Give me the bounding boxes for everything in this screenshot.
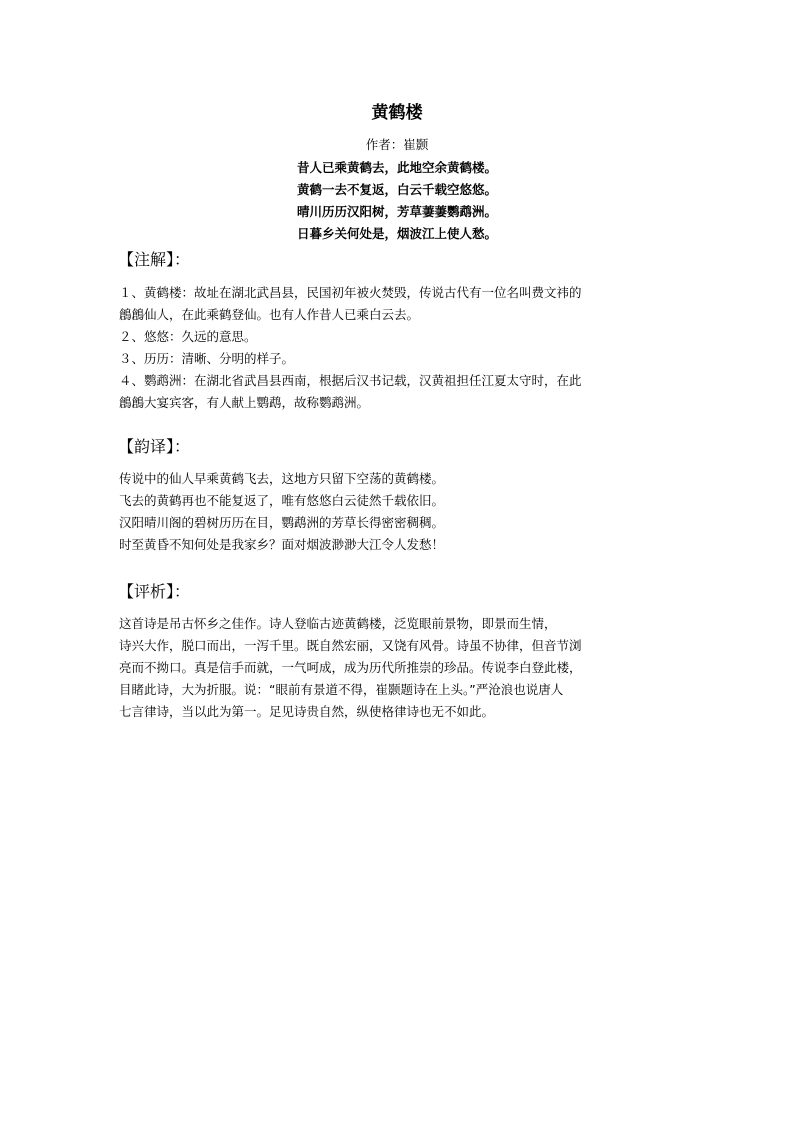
poem-title: 黄鹤楼 <box>371 103 423 123</box>
note-line: 鶬鶬仙人，在此乘鹤登仙。也有人作昔人已乘白云去。 <box>119 307 420 322</box>
analysis-line: 诗兴大作，脱口而出，一泻千里。既自然宏丽，又饶有风骨。诗虽不协律，但音节浏 <box>119 638 582 653</box>
poem-line: 日暮乡关何处是，烟波江上使人愁。 <box>296 226 497 241</box>
poem-line: 昔人已乘黄鹤去，此地空余黄鹤楼。 <box>296 160 497 175</box>
analysis-section <box>119 613 659 723</box>
notes-heading: 【注解】： <box>118 250 191 269</box>
analysis-line: 目睹此诗，大为折服。说：“眼前有景道不得，崔颢题诗在上头。”严沧浪也说唐人 <box>119 682 564 697</box>
note-line: ４、鹦鹉洲：在湖北省武昌县西南，根据后汉书记载，汉黄祖担任江夏太守时，在此 <box>119 373 582 388</box>
note-line: ２、悠悠：久远的意思。 <box>119 329 257 344</box>
analysis-line: 这首诗是吊古怀乡之佳作。诗人登临古迹黄鹤楼，泛览眼前景物，即景而生情， <box>119 616 557 631</box>
poem-line: 晴川历历汉阳树，芳草萋萋鹦鹉洲。 <box>296 204 497 219</box>
translation-section <box>119 468 659 556</box>
translation-line: 飞去的黄鹤再也不能复返了，唯有悠悠白云徒然千载依旧。 <box>119 493 445 508</box>
poem-line: 黄鹤一去不复返，白云千载空悠悠。 <box>296 182 497 197</box>
translation-line: 时至黄昏不知何处是我家乡？面对烟波渺渺大江令人发愁！ <box>119 537 445 552</box>
translation-heading: 【韵译】： <box>118 437 191 456</box>
note-line: １、黄鹤楼：故址在湖北武昌县，民国初年被火焚毁，传说古代有一位名叫费文祎的 <box>119 285 582 300</box>
analysis-line: 亮而不拗口。真是信手而就，一气呵成，成为历代所推崇的珍品。传说李白登此楼， <box>119 660 582 675</box>
note-line: 鶬鶬大宴宾客，有人献上鹦鹉，故称鹦鹉洲。 <box>119 395 370 410</box>
analysis-line: 七言律诗，当以此为第一。足见诗贵自然，纵使格律诗也无不如此。 <box>119 704 495 719</box>
translation-line: 传说中的仙人早乘黄鹤飞去，这地方只留下空荡的黄鹤楼。 <box>119 471 445 486</box>
note-line: ３、历历：清晰、分明的样子。 <box>119 351 295 366</box>
poem-body <box>0 157 794 245</box>
analysis-heading: 【评析】： <box>118 582 191 601</box>
author-line: 作者：崔颢 <box>365 137 429 152</box>
translation-line: 汉阳晴川阁的碧树历历在目，鹦鹉洲的芳草长得密密稠稠。 <box>119 515 445 530</box>
notes-section <box>119 282 659 414</box>
